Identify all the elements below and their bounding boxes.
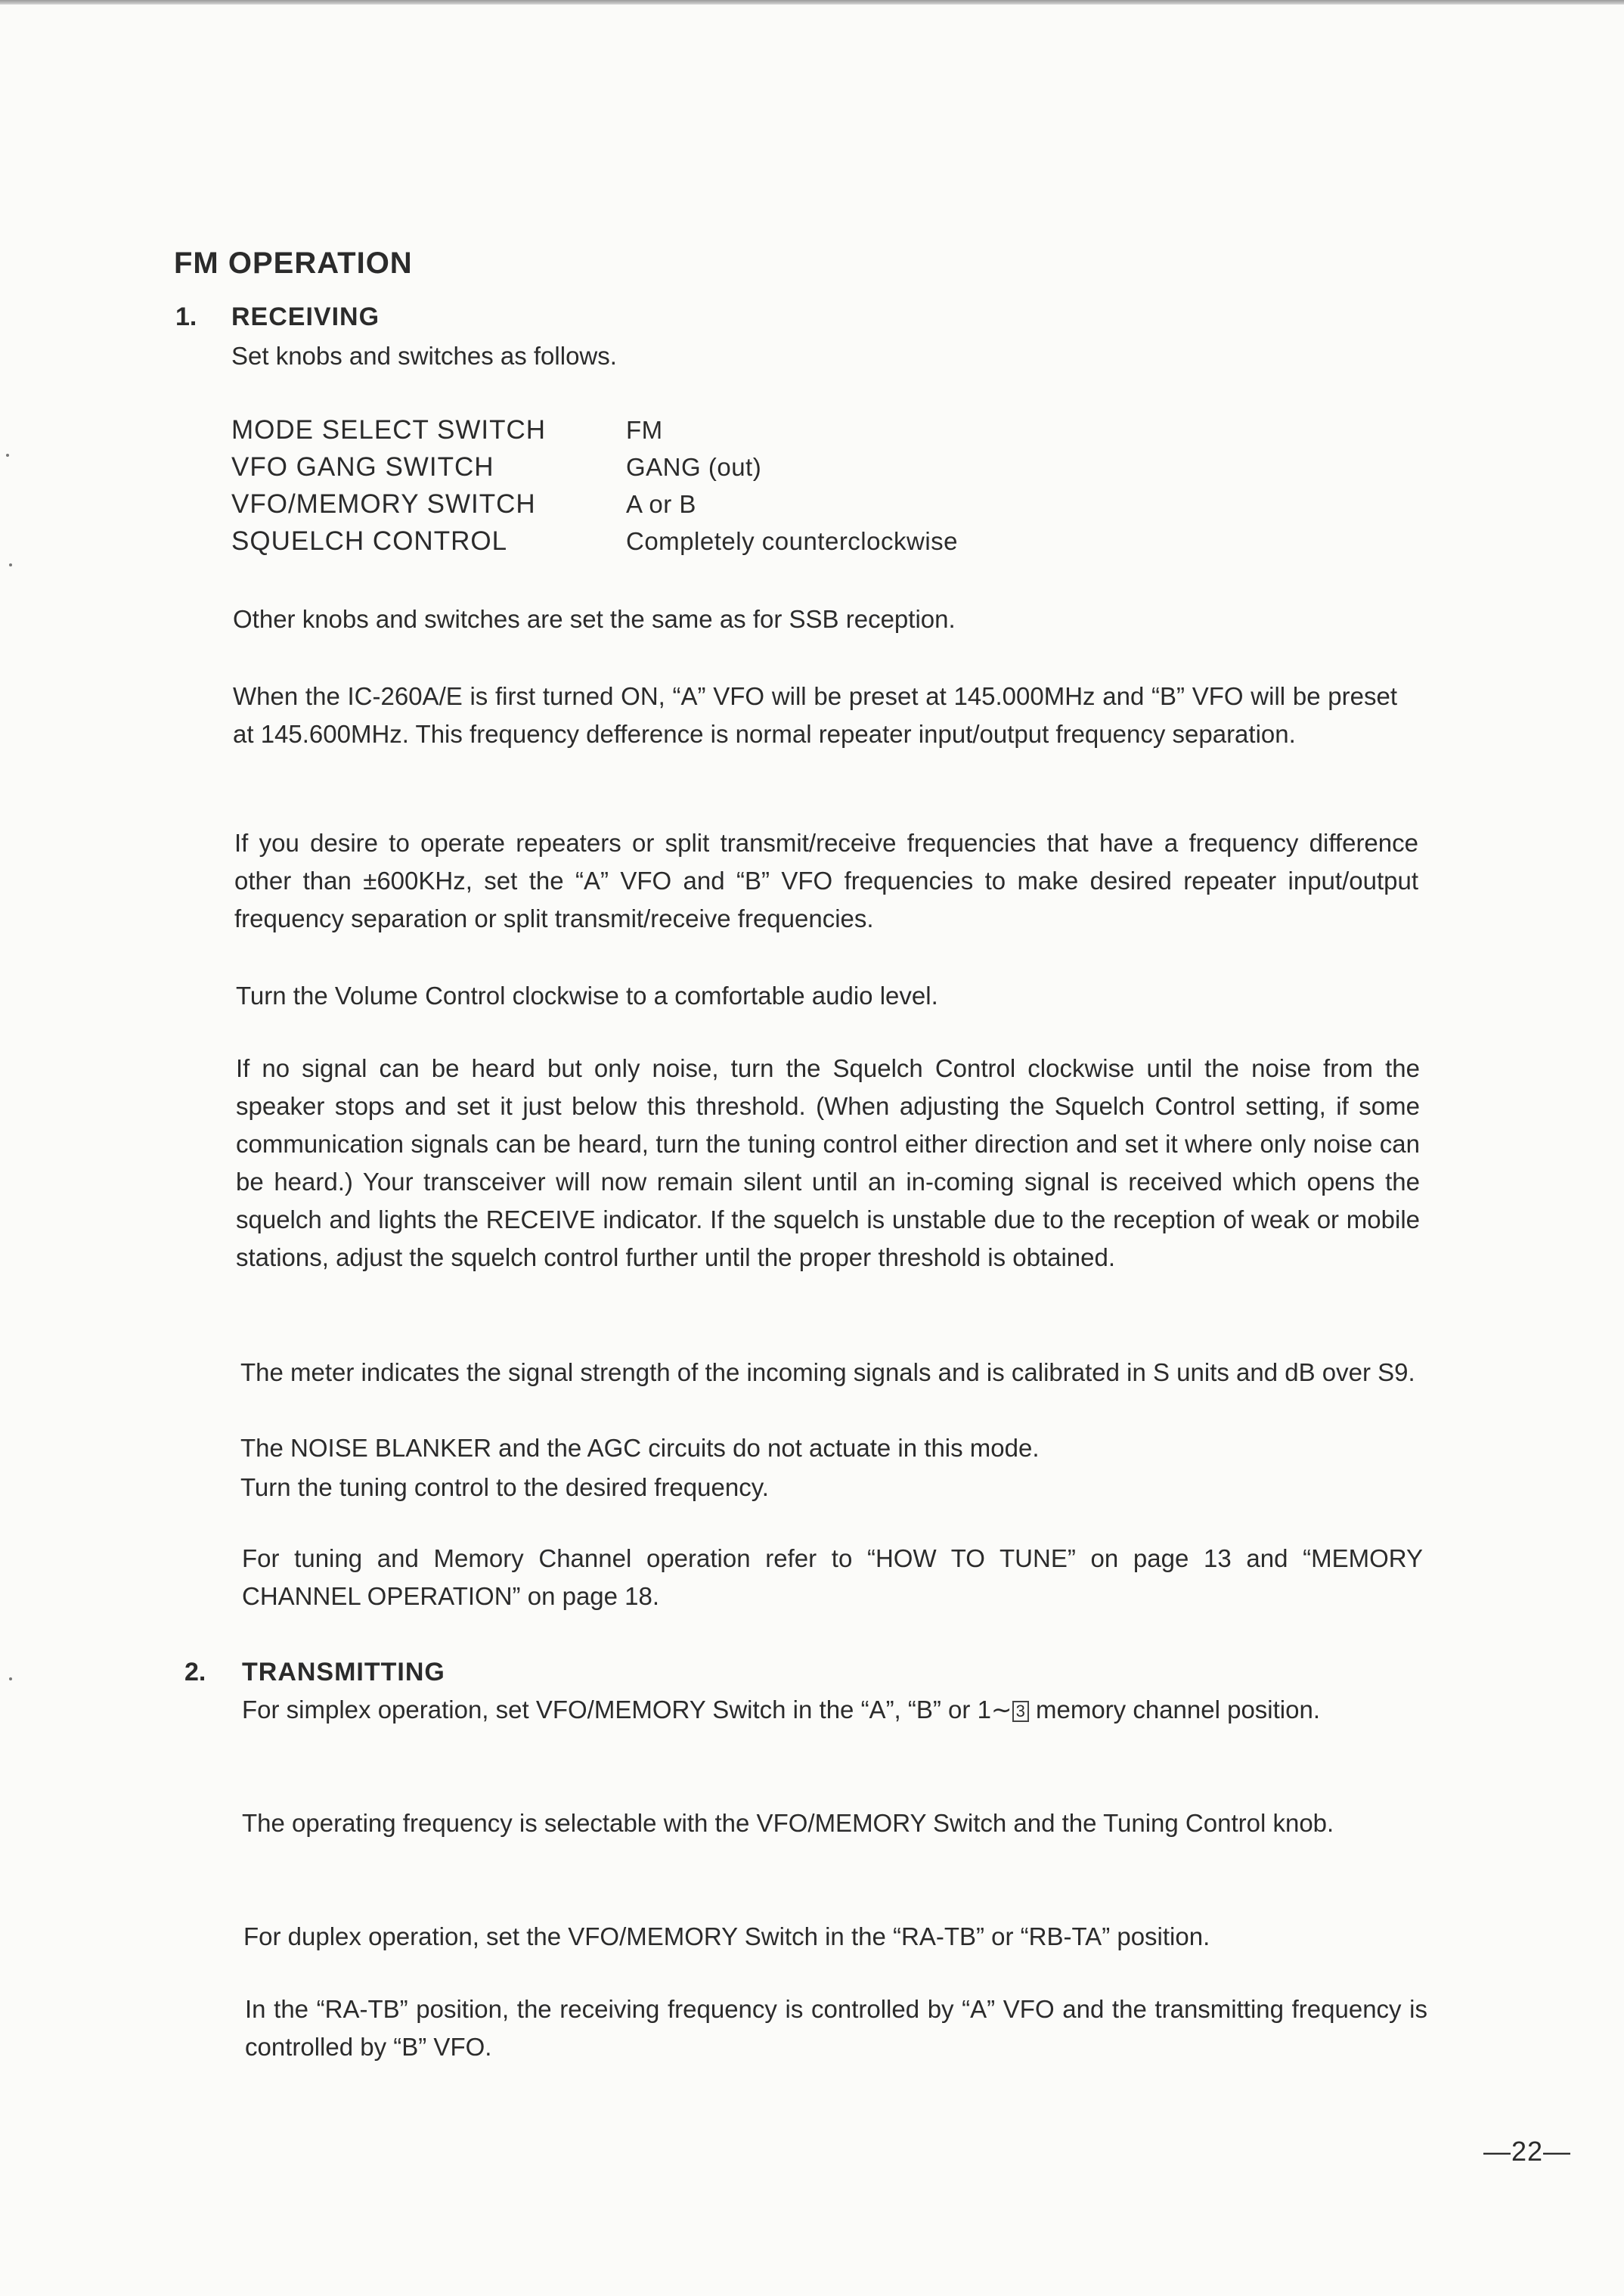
setting-label: MODE SELECT SWITCH xyxy=(231,415,547,445)
memory-channel-box: 3 xyxy=(1012,1701,1029,1722)
receiving-paragraph-split: If you desire to operate repeaters or split transmit/receive frequencies that have a frequency difference other than ±600KHz, set the “A” VFO and “B” VFO frequencies to make desired repeater input/output frequency separation or split transmit/receive frequencies. xyxy=(234,829,1418,932)
simplex-text-start: For simplex operation, set VFO/MEMORY Switch in the “A”, “B” or 1∼ xyxy=(242,1696,1012,1724)
receiving-paragraph-squelch: If no signal can be heard but only noise, turn the Squelch Control clockwise until the noise from the speaker stops and set it just below this threshold. (When adjusting the Squelch Control setting, if some communication signals can be heard, turn the tuning control either direction and set it where only noise can be heard.) Your transceiver will now remain silent until an in-coming signal is received which opens the squelch and lights the RECEIVE indicator. If the squelch is unstable due to the reception of weak or mobile stations, adjust the squelch control further until the proper threshold is obtained. xyxy=(236,1054,1420,1271)
transmitting-paragraph-ra-tb: In the “RA-TB” position, the receiving frequency is controlled by “A” VFO and the transmitting frequency is controlled by “B” VFO. xyxy=(245,1995,1427,2061)
setting-value: A or B xyxy=(626,490,696,518)
section-title-transmitting: TRANSMITTING xyxy=(242,1658,445,1686)
setting-label: SQUELCH CONTROL xyxy=(231,526,508,556)
section-number-transmitting: 2. xyxy=(184,1658,206,1686)
settings-row xyxy=(231,411,1063,448)
setting-label: VFO/MEMORY SWITCH xyxy=(231,489,536,519)
receiving-paragraph-preset: When the IC-260A/E is first turned ON, “A” VFO will be preset at 145.000MHz and “B” VFO will be preset at 145.600MHz. This frequency defference is normal repeater input/output frequency separation. xyxy=(233,682,1397,748)
receiving-paragraph-reference: For tuning and Memory Channel operation refer to “HOW TO TUNE” on page 13 and “MEMORY CHANNEL OPERATION” on page 18. xyxy=(242,1544,1423,1610)
setting-value: FM xyxy=(626,416,663,444)
receiving-paragraph-volume: Turn the Volume Control clockwise to a comfortable audio level. xyxy=(236,982,938,1010)
setting-value: Completely counterclockwise xyxy=(626,527,959,555)
settings-row xyxy=(231,523,1063,560)
simplex-text-end: memory channel position. xyxy=(1028,1696,1321,1724)
page-number: —22— xyxy=(1483,2136,1571,2167)
receiving-paragraph-tuning: Turn the tuning control to the desired frequency. xyxy=(240,1473,769,1501)
transmitting-paragraph-duplex: For duplex operation, set the VFO/MEMORY Switch in the “RA-TB” or “RB-TA” position. xyxy=(243,1922,1210,1950)
section-title-receiving: RECEIVING xyxy=(231,303,380,331)
settings-table xyxy=(231,411,1063,560)
settings-row xyxy=(231,448,1063,486)
page-title: FM OPERATION xyxy=(174,247,413,280)
settings-row xyxy=(231,486,1063,523)
receiving-paragraph-meter: The meter indicates the signal strength of the incoming signals and is calibrated in S units and dB over S9. xyxy=(240,1358,1415,1386)
receiving-intro: Set knobs and switches as follows. xyxy=(231,342,617,370)
setting-value: GANG (out) xyxy=(626,453,762,481)
transmitting-paragraph-simplex xyxy=(242,1691,1424,1729)
receiving-paragraph-noise-blanker: The NOISE BLANKER and the AGC circuits do not actuate in this mode. xyxy=(240,1434,1040,1462)
transmitting-paragraph-operating-frequency: The operating frequency is selectable with the VFO/MEMORY Switch and the Tuning Control knob. xyxy=(242,1809,1334,1837)
section-number-receiving: 1. xyxy=(175,303,197,331)
setting-label: VFO GANG SWITCH xyxy=(231,452,494,482)
receiving-paragraph-other-knobs: Other knobs and switches are set the same as for SSB reception. xyxy=(233,605,956,633)
